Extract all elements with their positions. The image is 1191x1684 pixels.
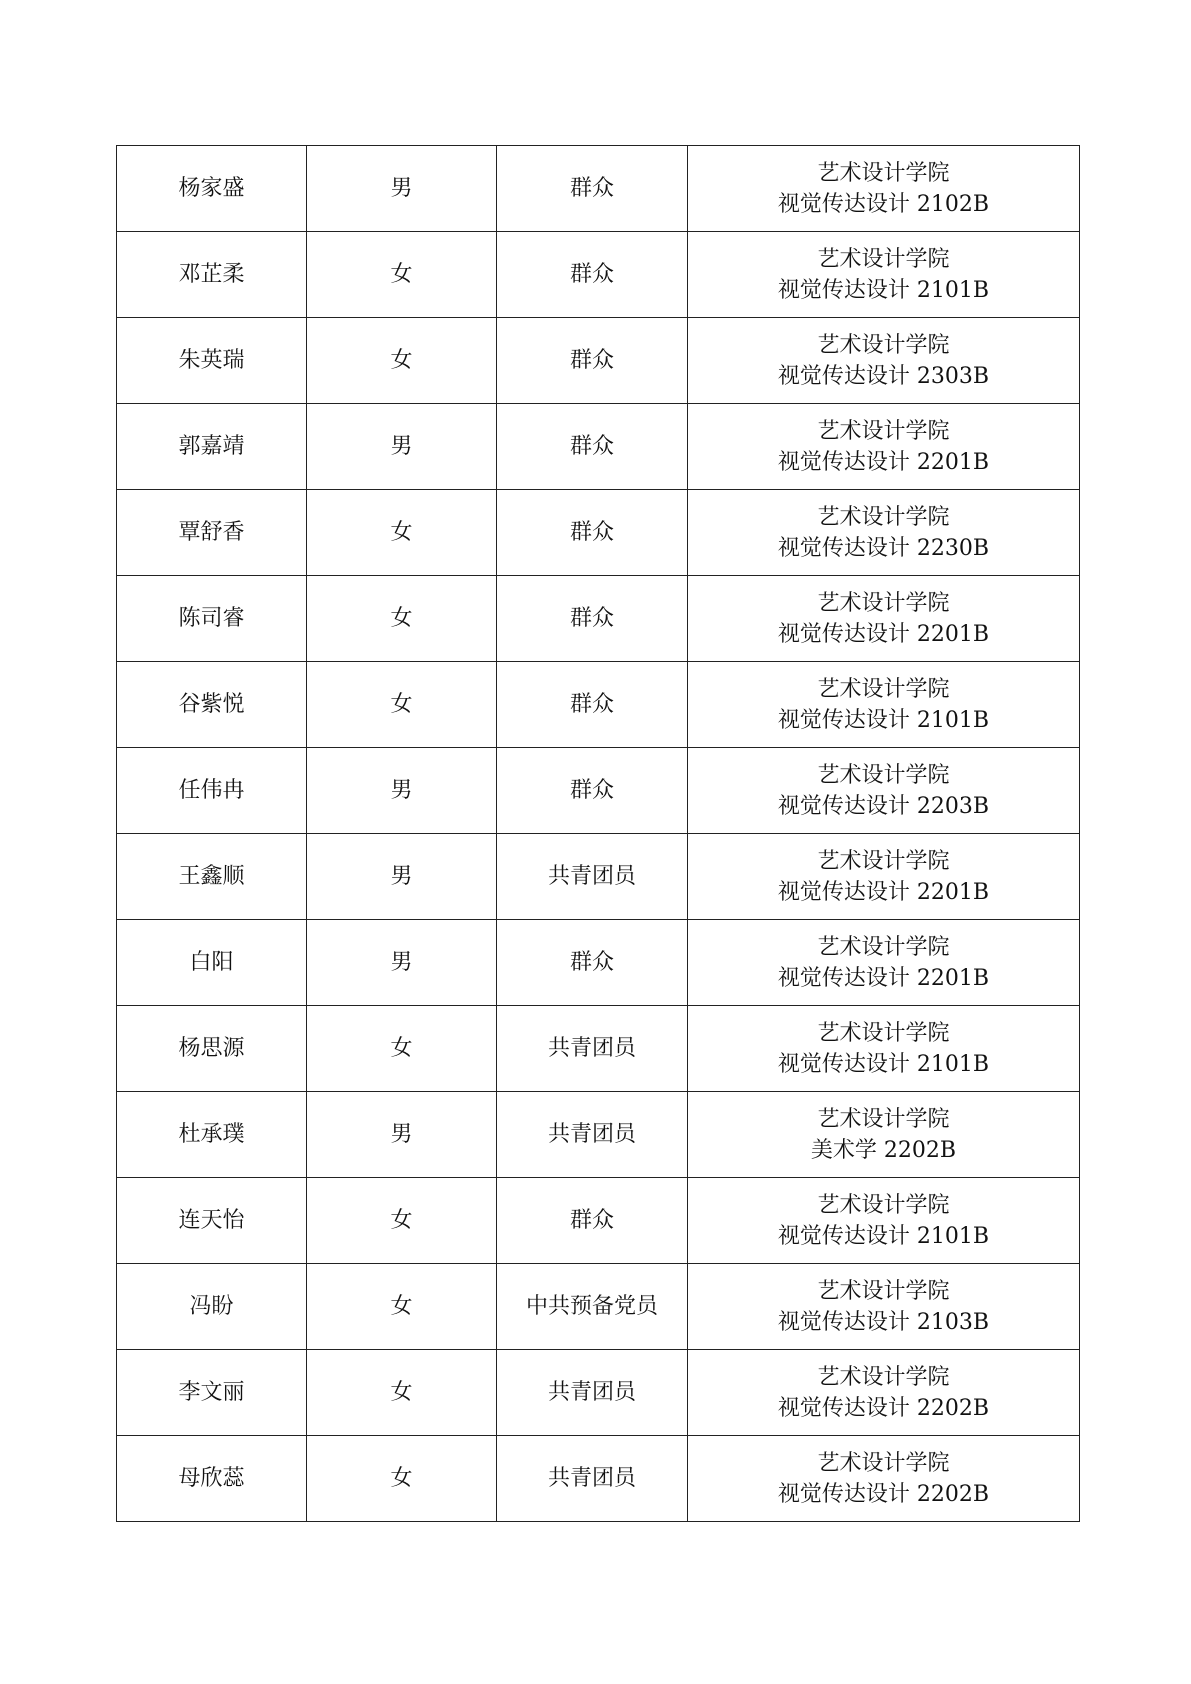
gender-cell: 男: [307, 146, 497, 232]
gender-cell: 女: [307, 318, 497, 404]
roster-table-body: [117, 146, 1080, 1522]
name-cell: 连天怡: [117, 1178, 307, 1264]
political-status-cell: 群众: [497, 318, 688, 404]
table-row: [117, 662, 1080, 748]
gender-cell: 男: [307, 1092, 497, 1178]
college-name: 艺术设计学院: [817, 1278, 950, 1304]
table-row: [117, 1092, 1080, 1178]
name-cell: 白阳: [117, 920, 307, 1006]
department-cell: [688, 920, 1080, 1006]
department-cell: [688, 146, 1080, 232]
table-row: [117, 920, 1080, 1006]
roster-table: [116, 145, 1080, 1522]
class-name: 视觉传达设计 2303B: [777, 363, 990, 389]
political-status-cell: 共青团员: [497, 1436, 688, 1522]
college-name: 艺术设计学院: [817, 160, 950, 186]
department-cell: [688, 662, 1080, 748]
gender-cell: 女: [307, 662, 497, 748]
political-status-cell: 群众: [497, 490, 688, 576]
table-row: [117, 404, 1080, 490]
name-cell: 冯盼: [117, 1264, 307, 1350]
name-cell: 杨家盛: [117, 146, 307, 232]
college-name: 艺术设计学院: [817, 848, 950, 874]
name-cell: 陈司睿: [117, 576, 307, 662]
table-row: [117, 576, 1080, 662]
class-name: 视觉传达设计 2101B: [777, 1051, 990, 1077]
class-name: 视觉传达设计 2101B: [777, 1223, 990, 1249]
department-cell: [688, 576, 1080, 662]
gender-cell: 女: [307, 1178, 497, 1264]
gender-cell: 女: [307, 1264, 497, 1350]
department-cell: [688, 232, 1080, 318]
gender-cell: 男: [307, 748, 497, 834]
name-cell: 母欣蕊: [117, 1436, 307, 1522]
name-cell: 王鑫顺: [117, 834, 307, 920]
political-status-cell: 群众: [497, 404, 688, 490]
political-status-cell: 共青团员: [497, 1350, 688, 1436]
class-name: 视觉传达设计 2101B: [777, 707, 990, 733]
college-name: 艺术设计学院: [817, 1106, 950, 1132]
table-row: [117, 748, 1080, 834]
class-name: 视觉传达设计 2230B: [777, 535, 990, 561]
department-cell: [688, 1264, 1080, 1350]
college-name: 艺术设计学院: [817, 934, 950, 960]
gender-cell: 女: [307, 232, 497, 318]
college-name: 艺术设计学院: [817, 1020, 950, 1046]
political-status-cell: 群众: [497, 662, 688, 748]
department-cell: [688, 748, 1080, 834]
department-cell: [688, 1092, 1080, 1178]
table-row: [117, 1350, 1080, 1436]
college-name: 艺术设计学院: [817, 246, 950, 272]
department-cell: [688, 1436, 1080, 1522]
table-row: [117, 318, 1080, 404]
name-cell: 朱英瑞: [117, 318, 307, 404]
class-name: 视觉传达设计 2203B: [777, 793, 990, 819]
gender-cell: 男: [307, 404, 497, 490]
table-row: [117, 490, 1080, 576]
class-name: 美术学 2202B: [810, 1137, 957, 1163]
political-status-cell: 群众: [497, 146, 688, 232]
name-cell: 杜承璞: [117, 1092, 307, 1178]
gender-cell: 女: [307, 490, 497, 576]
name-cell: 谷紫悦: [117, 662, 307, 748]
table-row: [117, 1178, 1080, 1264]
college-name: 艺术设计学院: [817, 504, 950, 530]
class-name: 视觉传达设计 2201B: [777, 965, 990, 991]
name-cell: 郭嘉靖: [117, 404, 307, 490]
department-cell: [688, 1006, 1080, 1092]
gender-cell: 男: [307, 834, 497, 920]
department-cell: [688, 1350, 1080, 1436]
class-name: 视觉传达设计 2202B: [777, 1481, 990, 1507]
gender-cell: 女: [307, 1436, 497, 1522]
department-cell: [688, 490, 1080, 576]
name-cell: 覃舒香: [117, 490, 307, 576]
political-status-cell: 共青团员: [497, 834, 688, 920]
table-row: [117, 1006, 1080, 1092]
name-cell: 李文丽: [117, 1350, 307, 1436]
political-status-cell: 群众: [497, 576, 688, 662]
table-row: [117, 1436, 1080, 1522]
class-name: 视觉传达设计 2201B: [777, 621, 990, 647]
name-cell: 任伟冉: [117, 748, 307, 834]
department-cell: [688, 318, 1080, 404]
table-row: [117, 232, 1080, 318]
political-status-cell: 群众: [497, 232, 688, 318]
name-cell: 杨思源: [117, 1006, 307, 1092]
college-name: 艺术设计学院: [817, 676, 950, 702]
department-cell: [688, 834, 1080, 920]
college-name: 艺术设计学院: [817, 1364, 950, 1390]
table-row: [117, 834, 1080, 920]
gender-cell: 男: [307, 920, 497, 1006]
class-name: 视觉传达设计 2102B: [777, 191, 990, 217]
political-status-cell: 中共预备党员: [497, 1264, 688, 1350]
college-name: 艺术设计学院: [817, 762, 950, 788]
class-name: 视觉传达设计 2202B: [777, 1395, 990, 1421]
table-row: [117, 146, 1080, 232]
gender-cell: 女: [307, 1350, 497, 1436]
political-status-cell: 群众: [497, 920, 688, 1006]
political-status-cell: 共青团员: [497, 1006, 688, 1092]
college-name: 艺术设计学院: [817, 418, 950, 444]
college-name: 艺术设计学院: [817, 1450, 950, 1476]
political-status-cell: 共青团员: [497, 1092, 688, 1178]
table-row: [117, 1264, 1080, 1350]
name-cell: 邓芷柔: [117, 232, 307, 318]
college-name: 艺术设计学院: [817, 1192, 950, 1218]
class-name: 视觉传达设计 2103B: [777, 1309, 990, 1335]
class-name: 视觉传达设计 2201B: [777, 879, 990, 905]
political-status-cell: 群众: [497, 1178, 688, 1264]
department-cell: [688, 1178, 1080, 1264]
college-name: 艺术设计学院: [817, 332, 950, 358]
gender-cell: 女: [307, 576, 497, 662]
college-name: 艺术设计学院: [817, 590, 950, 616]
political-status-cell: 群众: [497, 748, 688, 834]
gender-cell: 女: [307, 1006, 497, 1092]
class-name: 视觉传达设计 2201B: [777, 449, 990, 475]
class-name: 视觉传达设计 2101B: [777, 277, 990, 303]
department-cell: [688, 404, 1080, 490]
